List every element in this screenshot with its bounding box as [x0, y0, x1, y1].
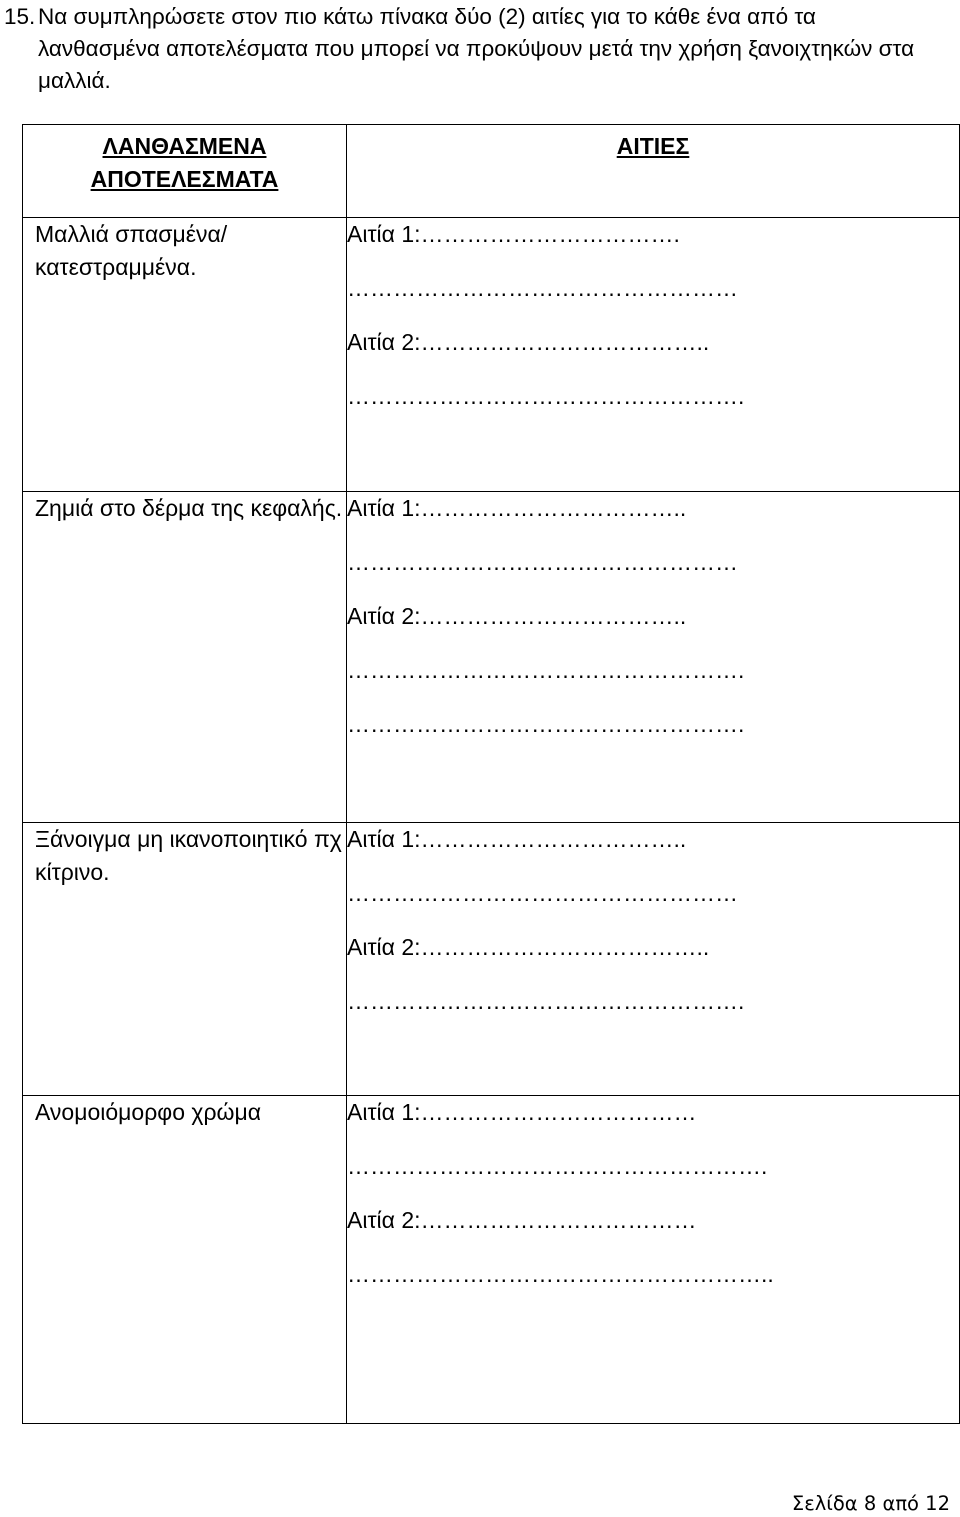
cause-line: Αιτία 1:……………………………..	[347, 826, 687, 852]
answer-table	[22, 124, 960, 1424]
result-cell	[23, 1096, 347, 1424]
causes-cell[interactable]	[347, 492, 960, 823]
question-number: 15.	[4, 4, 36, 29]
table-row	[23, 492, 960, 823]
result-label: Μαλλιά σπασμένα/κατεστραμμένα.	[35, 221, 228, 280]
cause-line: Αιτία 2:………………………………	[347, 1207, 697, 1233]
table-row	[23, 218, 960, 492]
result-label: Ξάνοιγμα μη ικανοποιητικό πχ κίτρινο.	[35, 826, 342, 885]
cause-line: ……………………………………………….	[347, 1153, 768, 1179]
header-causes: ΑΙΤΙΕΣ	[616, 133, 690, 159]
page-number: Σελίδα 8 από 12	[791, 1492, 950, 1515]
cause-line: Αιτία 1:……………………………..	[347, 495, 687, 521]
result-cell	[23, 218, 347, 492]
causes-cell[interactable]	[347, 823, 960, 1096]
cause-line: Αιτία 1:………………………………	[347, 1099, 697, 1125]
header-results: ΛΑΝΘΑΣΜΕΝΑ ΑΠΟΤΕΛΕΣΜΑΤΑ	[90, 133, 279, 192]
causes-cell[interactable]	[347, 1096, 960, 1424]
cause-line: Αιτία 2:……………………………..	[347, 603, 687, 629]
cause-line: ……………………………………………	[347, 880, 738, 906]
result-cell	[23, 823, 347, 1096]
header-results-cell	[23, 125, 347, 218]
cause-line: ………………………………………………..	[347, 1261, 774, 1287]
cause-line: …………………………………………….	[347, 988, 745, 1014]
table-row	[23, 823, 960, 1096]
table-row	[23, 1096, 960, 1424]
cause-line: ……………………………………………	[347, 549, 738, 575]
cause-line: Αιτία 2:………………………………..	[347, 329, 710, 355]
cause-line: Αιτία 2:………………………………..	[347, 934, 710, 960]
result-cell	[23, 492, 347, 823]
header-causes-cell	[347, 125, 960, 218]
result-label: Ζημιά στο δέρμα της κεφαλής.	[35, 495, 343, 521]
cause-line: …………………………………………….	[347, 657, 745, 683]
result-label: Ανομοιόμορφο χρώμα	[35, 1099, 262, 1125]
cause-line: …………………………………………….	[347, 711, 745, 737]
question-text: Να συμπληρώσετε στον πιο κάτω πίνακα δύο (2) αιτίες για το κάθε ένα από τα λανθασμένα αποτελέσματα που μπορεί να προκύψουν μετά την χρήση ξανοιχτηκών στα μαλλιά.	[38, 4, 915, 93]
cause-line: Αιτία 1:…………………………….	[347, 221, 680, 247]
causes-cell[interactable]	[347, 218, 960, 492]
cause-line: …………………………………………….	[347, 383, 745, 409]
cause-line: ……………………………………………	[347, 275, 738, 301]
